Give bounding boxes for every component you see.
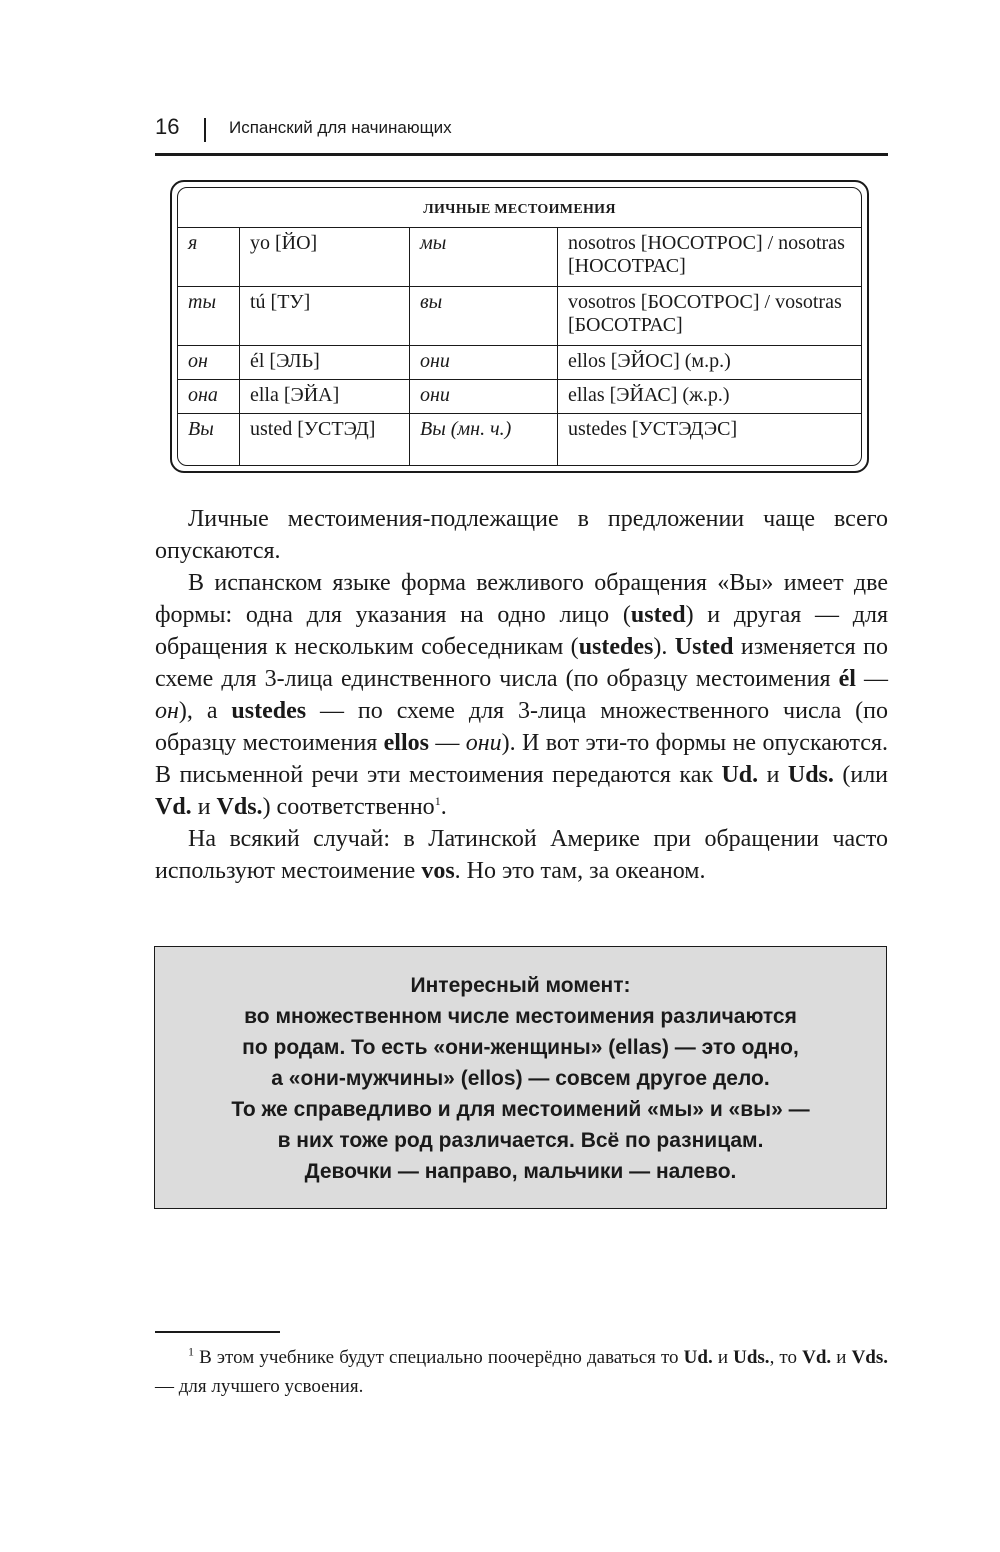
term-ellos: ellos [467,1067,516,1090]
table-cell-es-singular: tú [ТУ] [240,287,410,346]
page-header [155,112,888,156]
table-cell-es-plural: ustedes [УСТЭДЭС] [558,414,862,466]
text-run: ). [653,634,675,660]
text-run: по родам. То есть «они-женщины» ( [242,1036,616,1059]
table-cell-es-plural: nosotros [НОСОТРОС] / nosotras [НОСОТРАС] [558,228,862,287]
table-cell-es-singular: él [ЭЛЬ] [240,346,410,380]
footnote [155,1343,888,1401]
table-row [178,346,861,380]
table-cell-es-singular: usted [УСТЭД] [240,414,410,466]
text-run: а «они-мужчины» ( [271,1067,468,1090]
footnote-rule [155,1331,280,1333]
table-cell-es-plural: vosotros [БОСОТРОС] / vosotras [БОСОТРАС] [558,287,862,346]
text-run: ) — совсем другое дело. [515,1067,770,1090]
term-ellos: ellos [383,730,429,756]
table-cell-ru-plural: мы [410,228,558,287]
table-cell-ru-singular: я [178,228,240,287]
text-run: и [831,1347,852,1368]
info-line: Девочки — направо, мальчики — налево. [304,1160,737,1183]
table-cell-es-singular: yo [ЙО] [240,228,410,287]
term-ustedes: ustedes [231,698,307,724]
info-line: в них тоже род различается. Всё по разницам. [277,1129,764,1152]
body-text [155,503,888,887]
text-run: ), а [178,698,232,724]
table-row [178,380,861,414]
footnote-text [155,1343,888,1401]
table-cell-ru-singular: он [178,346,240,380]
term-usted: Usted [674,634,734,660]
pronouns-table [178,188,861,465]
term-vd: Vd. [802,1347,832,1368]
text-run: ) соответственно [262,794,435,820]
term-vds: Vds. [216,794,263,820]
table-cell-ru-singular: она [178,380,240,414]
text-run: — по схеме для 3-лица множественного числа (по образцу местоимения [155,698,888,756]
text-run: и [758,762,788,788]
table-cell-ru-plural: они [410,346,558,380]
table-cell-ru-singular: ты [178,287,240,346]
info-line [155,1063,886,1094]
text-run: . Но это там, за океаном. [454,858,706,884]
page-number: 16 [155,114,180,139]
text-run: ). И вот эти-то формы не опускаются. В письменной речи эти местоимения передаются как [155,730,888,788]
term-vds: Vds. [851,1347,888,1368]
table-row [178,414,861,466]
text-run: и [712,1347,734,1368]
term-usted: usted [630,602,686,628]
table-cell-ru-singular: Вы [178,414,240,466]
running-head: Испанский для начинающих [229,118,452,137]
text-run: В этом учебнике будут специально поочерёдно даваться то [194,1347,684,1368]
table-cell-es-plural: ellas [ЭЙАС] (ж.р.) [558,380,862,414]
table-caption-row [178,188,861,228]
footnote-number: 1 [188,1344,194,1359]
text-run: и [191,794,217,820]
table-cell-es-singular: ella [ЭЙА] [240,380,410,414]
translation: он [155,698,179,724]
text-run: . [440,794,447,820]
table-row [178,287,861,346]
translation: они [465,730,502,756]
text-run: — [855,666,889,692]
paragraph-2 [155,567,888,823]
text-run: В испанском языке форма вежливого обращения «Вы» имеет две формы: одна для указания на одно лицо ( [155,570,888,628]
text-run: На всякий случай: в Латинской Америке при обращении часто используют местоимение [155,826,888,884]
table-row [178,228,861,287]
term-ud: Ud. [683,1347,713,1368]
term-ustedes: ustedes [578,634,654,660]
table-cell-ru-plural: вы [410,287,558,346]
text-run: — [428,730,466,756]
info-line: То же справедливо и для местоимений «мы» и «вы» — [231,1098,810,1121]
table-cell-es-plural: ellos [ЭЙОС] (м.р.) [558,346,862,380]
term-uds: Uds. [787,762,834,788]
term-vos: vos [421,858,455,884]
term-vd: Vd. [155,794,192,820]
info-line [155,1032,886,1063]
info-line: во множественном числе местоимения различаются [244,1005,797,1028]
term-el: él [838,666,856,692]
table-cell-ru-plural: они [410,380,558,414]
footnote-reference[interactable]: 1 [434,794,441,808]
text-run: (или [833,762,889,788]
paragraph-1: Личные местоимения-подлежащие в предложении чаще всего опускаются. [155,506,888,564]
table-cell-ru-plural: Вы (мн. ч.) [410,414,558,466]
pronouns-table-inner [177,187,862,466]
text-run: изменяется по схеме для 3-лица единственного числа (по образцу местоимения [155,634,888,692]
text-run: ) — это одно, [661,1036,799,1059]
info-box-title: Интересный момент: [410,974,631,997]
text-run: ) и другая — для обращения к нескольким собеседникам ( [155,602,888,660]
interesting-fact-box [154,946,887,1209]
table-caption: ЛИЧНЫЕ МЕСТОИМЕНИЯ [178,188,861,228]
text-run: , то [769,1347,803,1368]
paragraph-3 [155,823,888,887]
term-uds: Uds. [733,1347,770,1368]
header-divider [204,118,206,142]
term-ellas: ellas [615,1036,662,1059]
text-run: — для лучшего усвоения. [155,1376,364,1397]
pronouns-table-frame [170,180,869,473]
term-ud: Ud. [721,762,759,788]
